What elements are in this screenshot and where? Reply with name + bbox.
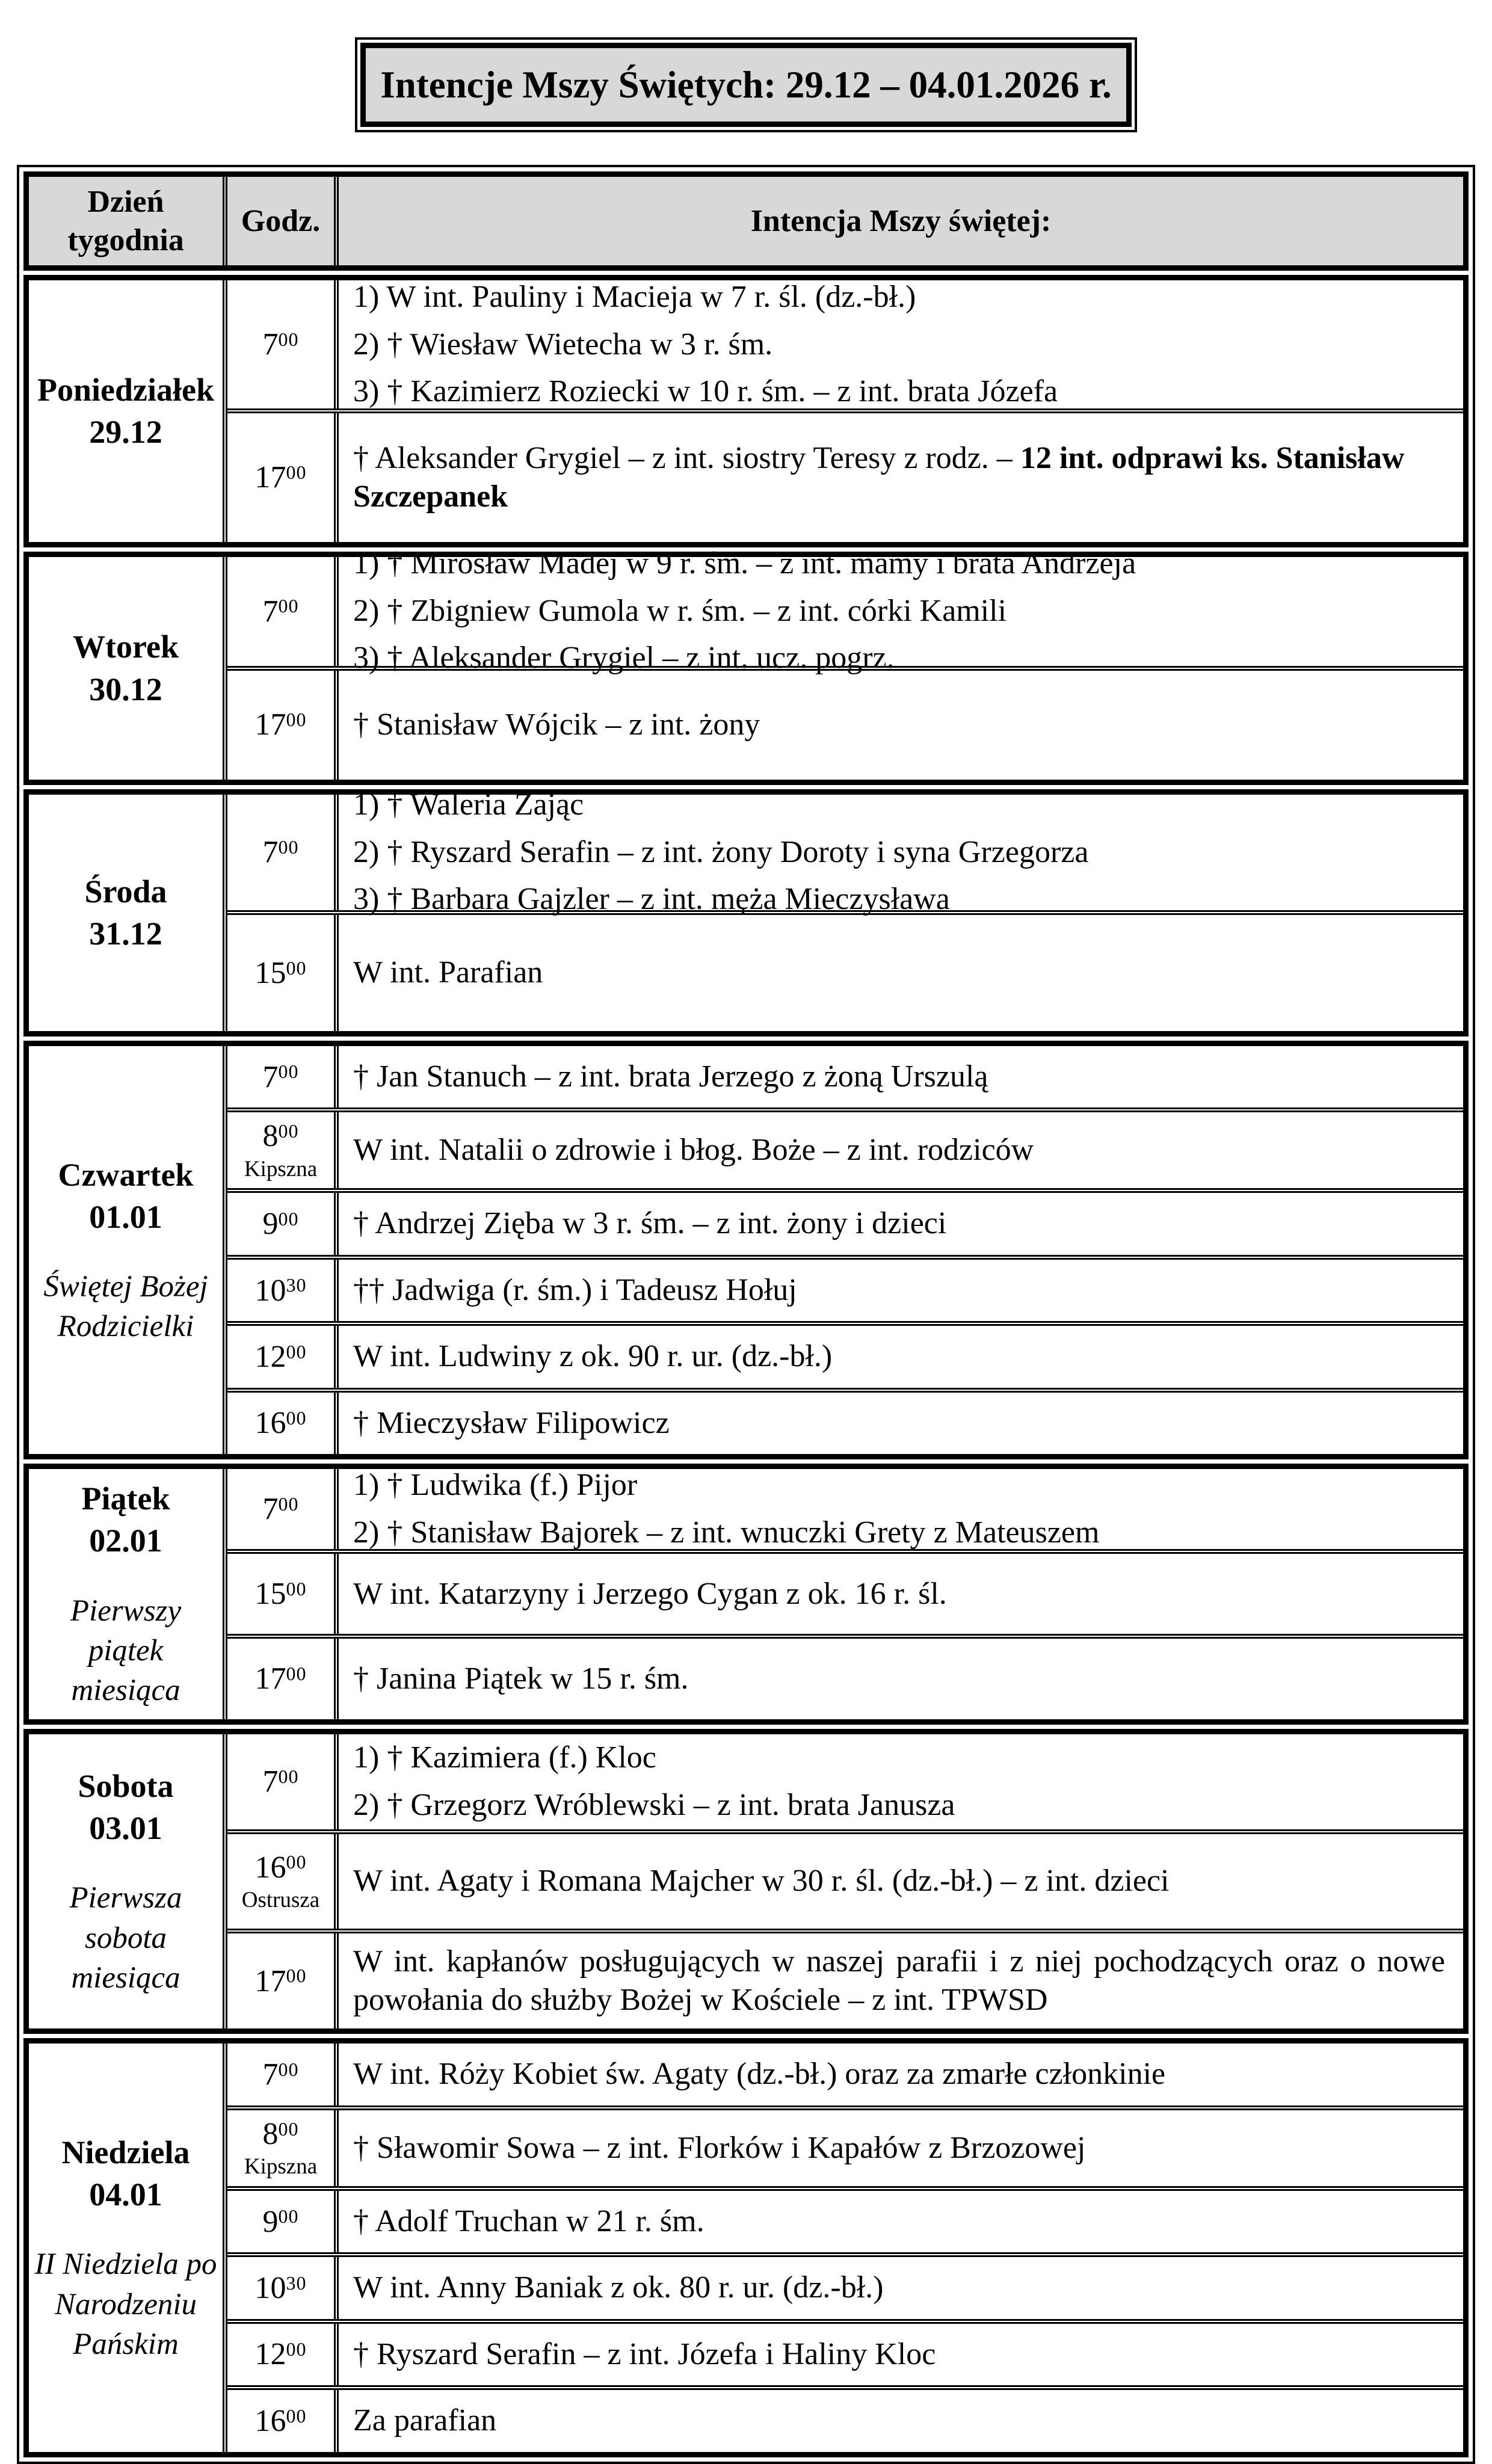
mass-time: $10^{30}$ [254, 1273, 307, 1308]
intention-cell [339, 1260, 1463, 1321]
time-cell [227, 1554, 339, 1634]
day-note: Pierwszy piątek miesiąca [70, 1594, 182, 1708]
mass-row [227, 2044, 1463, 2105]
mass-row [227, 1549, 1463, 1634]
intention-line: 2) † Grzegorz Wróblewski – z int. brata Janusza [353, 1787, 955, 1822]
intention-cell [339, 1046, 1463, 1107]
intention-line: 2) † Wiesław Wietecha w 3 r. śm. [353, 327, 773, 362]
intention-line: 3) † Kazimierz Roziecki w 10 r. śm. – z int. brata Józefa [353, 374, 1058, 409]
intention-cell [339, 1326, 1463, 1387]
intention-line: † Aleksander Grygiel – z int. siostry Teresy z rodz. – 12 int. odprawi ks. Stanisław Szczepanek [353, 440, 1405, 514]
mass-time: $12^{00}$ [254, 2337, 307, 2372]
day-rows [227, 280, 1463, 541]
day-cell [29, 2044, 227, 2451]
time-cell [227, 1834, 339, 1929]
mass-row [227, 280, 1463, 408]
intention-cell [339, 1639, 1463, 1719]
time-cell [227, 1393, 339, 1454]
header-day-line2: tygodnia [67, 223, 184, 257]
mass-time: $9^{00}$ [262, 2204, 299, 2239]
mass-time: $17^{00}$ [254, 707, 307, 742]
time-superscript: 30 [286, 1274, 307, 1296]
header-intention-column: Intencja Mszy świętej: [750, 204, 1052, 239]
mass-time: $15^{00}$ [254, 955, 307, 990]
intention-cell [339, 2191, 1463, 2252]
time-cell [227, 1046, 339, 1107]
mass-row [227, 1321, 1463, 1387]
mass-row [227, 1255, 1463, 1321]
intention-line: W int. Katarzyny i Jerzego Cygan z ok. 16 r. śl. [353, 1576, 947, 1611]
time-superscript: 00 [278, 1061, 299, 1083]
time-cell [227, 2257, 339, 2318]
intention-bold: 12 int. odprawi ks. Stanisław Szczepanek [353, 440, 1405, 514]
day-note: II Niedziela po Narodzeniu Pańskim [34, 2247, 217, 2361]
day-name: Środa [84, 873, 167, 910]
intention-line: † Andrzej Zięba w 3 r. śm. – z int. żony i dzieci [353, 1206, 947, 1241]
intention-line: † Adolf Truchan w 21 r. śm. [353, 2204, 704, 2238]
day-section-friday [23, 1464, 1469, 1724]
day-note: Pierwsza sobota miesiąca [69, 1881, 182, 1995]
time-cell [227, 795, 339, 911]
time-cell [227, 1933, 339, 2028]
title-box [355, 37, 1137, 132]
time-superscript: 00 [278, 2118, 299, 2140]
header-day-line1: Dzień [87, 185, 164, 220]
mass-row [227, 910, 1463, 1031]
day-date: 30.12 [89, 671, 162, 707]
intention-line: W int. Agaty i Romana Majcher w 30 r. śl. (dz.-bł.) – z int. dzieci [353, 1864, 1170, 1899]
mass-row [227, 1829, 1463, 1929]
day-rows [227, 1046, 1463, 1454]
intention-cell [339, 2324, 1463, 2385]
mass-row [227, 408, 1463, 541]
intention-line: W int. Róży Kobiet św. Agaty (dz.-bł.) oraz za zmarłe członkinie [353, 2057, 1166, 2092]
day-date: 01.01 [89, 1198, 162, 1235]
mass-time: $17^{00}$ [254, 460, 307, 495]
day-date: 31.12 [89, 916, 162, 952]
intention-line: † Stanisław Wójcik – z int. żony [353, 707, 760, 742]
mass-row [227, 2105, 1463, 2186]
mass-row [227, 2385, 1463, 2451]
day-section-monday [23, 275, 1469, 547]
mass-row [227, 787, 1463, 917]
day-date: 03.01 [89, 1810, 162, 1847]
intention-line: 1) † Ludwika (f.) Pijor [353, 1468, 638, 1503]
mass-row [227, 666, 1463, 780]
time-superscript: 00 [286, 461, 307, 484]
mass-row [227, 2186, 1463, 2252]
intention-cell [339, 2110, 1463, 2186]
mass-row [227, 1734, 1463, 1829]
day-section-saturday [23, 1729, 1469, 2034]
time-cell [227, 1326, 339, 1387]
time-superscript: 00 [278, 1207, 299, 1230]
day-cell [29, 1469, 227, 1719]
mass-row [227, 1188, 1463, 1254]
intention-line: W int. Anny Baniak z ok. 80 r. ur. (dz.-bł.) [353, 2270, 884, 2305]
mass-time: $7^{00}$ [262, 1492, 299, 1527]
day-rows [227, 2044, 1463, 2451]
intention-line: 2) † Ryszard Serafin – z int. żony Doroty i syna Grzegorza [353, 834, 1089, 869]
time-superscript: 00 [286, 709, 307, 731]
intention-cell [339, 2044, 1463, 2105]
page [0, 37, 1492, 2438]
intention-cell [339, 915, 1463, 1031]
intention-line: 1) † Kazimiera (f.) Kloc [353, 1740, 656, 1775]
mass-table [17, 165, 1475, 2463]
mass-time: $10^{30}$ [254, 2271, 307, 2305]
intention-cell [339, 1469, 1463, 1549]
header-time-column: Godz. [227, 177, 339, 265]
time-superscript: 00 [286, 1965, 307, 1987]
day-cell [29, 1046, 227, 1454]
day-name: Niedziela [61, 2134, 190, 2170]
intention-cell [339, 2390, 1463, 2451]
day-name: Piątek [81, 1480, 170, 1517]
intention-cell [339, 1193, 1463, 1254]
mass-row [227, 1388, 1463, 1454]
time-superscript: 00 [278, 1765, 299, 1787]
time-cell [227, 1734, 339, 1829]
mass-row [227, 1046, 1463, 1107]
table-header [23, 171, 1469, 271]
day-note: Świętej Bożej Rodzicielki [43, 1270, 208, 1344]
mass-row [227, 1107, 1463, 1188]
time-superscript: 00 [286, 2404, 307, 2427]
day-section-thursday [23, 1041, 1469, 1459]
mass-time: $8^{00}$ [262, 2116, 299, 2151]
intention-line: † Jan Stanuch – z int. brata Jerzego z żoną Urszulą [353, 1059, 988, 1094]
intention-line: † Mieczysław Filipowicz [353, 1405, 670, 1440]
time-superscript: 00 [278, 836, 299, 858]
time-superscript: 00 [278, 328, 299, 350]
day-name: Poniedziałek [37, 372, 214, 408]
place-label: Ostrusza [241, 1887, 320, 1912]
time-superscript: 00 [278, 1120, 299, 1142]
time-superscript: 00 [278, 2205, 299, 2228]
time-cell [227, 1112, 339, 1188]
mass-row [227, 546, 1463, 676]
intention-cell [339, 1393, 1463, 1454]
day-section-sunday [23, 2038, 1469, 2457]
day-name: Wtorek [73, 629, 179, 665]
mass-row [227, 1469, 1463, 1549]
day-rows [227, 787, 1463, 1031]
intention-line: W int. Natalii o zdrowie i błog. Boże – z int. rodziców [353, 1133, 1034, 1168]
intention-line: W int. kapłanów posługujących w naszej parafii i z niej pochodzących oraz o nowe powołania do służby Bożej w Kościele – z int. TPWSD [353, 1944, 1445, 2018]
time-cell [227, 1469, 339, 1549]
intention-cell [339, 1834, 1463, 1929]
mass-time: $7^{00}$ [262, 2057, 299, 2092]
intention-cell [339, 1933, 1463, 2028]
time-superscript: 00 [286, 956, 307, 979]
time-cell [227, 2390, 339, 2451]
time-superscript: 00 [278, 595, 299, 617]
intention-line: W int. Ludwiny z ok. 90 r. ur. (dz.-bł.) [353, 1339, 833, 1374]
day-cell [29, 280, 227, 541]
intention-line: 2) † Zbigniew Gumola w r. śm. – z int. córki Kamili [353, 593, 1007, 628]
time-cell [227, 1639, 339, 1719]
day-cell [29, 795, 227, 1031]
time-cell [227, 2044, 339, 2105]
time-superscript: 00 [278, 2058, 299, 2080]
day-rows [227, 1734, 1463, 2029]
day-rows [227, 1469, 1463, 1719]
time-superscript: 00 [286, 1407, 307, 1429]
mass-time: $9^{00}$ [262, 1207, 299, 1242]
mass-time: $7^{00}$ [262, 327, 299, 362]
day-name: Czwartek [58, 1156, 194, 1193]
intention-line: 3) † Aleksander Grygiel – z int. ucz. pogrz. [353, 641, 895, 676]
time-cell [227, 915, 339, 1031]
mass-time: $8^{00}$ [262, 1119, 299, 1154]
intention-line: W int. Parafian [353, 955, 543, 990]
mass-time: $17^{00}$ [254, 1662, 307, 1696]
mass-time: $16^{00}$ [254, 2403, 307, 2438]
place-label: Kipszna [244, 2154, 318, 2179]
mass-time: $16^{00}$ [254, 1850, 307, 1885]
time-superscript: 30 [286, 2272, 307, 2294]
mass-row [227, 1929, 1463, 2028]
mass-time: $7^{00}$ [262, 594, 299, 629]
intention-line: †† Jadwiga (r. śm.) i Tadeusz Hołuj [353, 1272, 797, 1307]
day-date: 29.12 [89, 414, 162, 451]
mass-time: $17^{00}$ [254, 1964, 307, 1998]
intention-cell [339, 671, 1463, 780]
mass-time: $7^{00}$ [262, 835, 299, 870]
page-title: Intencje Mszy Świętych: 29.12 – 04.01.2026 r. [360, 43, 1132, 127]
intention-cell [339, 280, 1463, 408]
mass-time: $7^{00}$ [262, 1059, 299, 1094]
intention-cell [339, 787, 1463, 917]
day-name: Sobota [78, 1767, 174, 1804]
mass-time: $12^{00}$ [254, 1339, 307, 1374]
intention-cell [339, 1734, 1463, 1829]
time-cell [227, 413, 339, 541]
intention-cell [339, 413, 1463, 541]
intention-cell [339, 1112, 1463, 1188]
intention-cell [339, 1554, 1463, 1634]
time-cell [227, 557, 339, 666]
day-section-wednesday [23, 789, 1469, 1036]
time-cell [227, 2191, 339, 2252]
day-section-tuesday [23, 546, 1469, 785]
place-label: Kipszna [244, 1156, 318, 1181]
day-date: 02.01 [89, 1523, 162, 1559]
intention-line: 3) † Barbara Gajzler – z int. męża Mieczysława [353, 882, 950, 917]
intention-cell [339, 2257, 1463, 2318]
day-cell [29, 1734, 227, 2029]
intention-cell [339, 546, 1463, 676]
intention-line: Za parafian [353, 2403, 497, 2438]
intention-line: † Janina Piątek w 15 r. śm. [353, 1661, 689, 1696]
time-superscript: 00 [278, 1492, 299, 1515]
time-cell [227, 2324, 339, 2385]
day-cell [29, 557, 227, 780]
intention-line: 2) † Stanisław Bajorek – z int. wnuczki Grety z Mateuszem [353, 1515, 1100, 1550]
time-superscript: 00 [286, 2338, 307, 2361]
time-cell [227, 2110, 339, 2186]
time-cell [227, 280, 339, 408]
mass-row [227, 2319, 1463, 2385]
mass-row [227, 2252, 1463, 2318]
time-superscript: 00 [286, 1340, 307, 1363]
intention-line: 1) † Mirosław Madej w 9 r. śm. – z int. mamy i brata Andrzeja [353, 546, 1136, 581]
intention-line: † Sławomir Sowa – z int. Florków i Kapałów z Brzozowej [353, 2130, 1086, 2165]
header-day-column [29, 177, 227, 265]
mass-row [227, 1634, 1463, 1719]
time-superscript: 00 [286, 1577, 307, 1600]
time-superscript: 00 [286, 1663, 307, 1685]
day-date: 04.01 [89, 2176, 162, 2213]
mass-time: $7^{00}$ [262, 1764, 299, 1799]
day-rows [227, 546, 1463, 780]
time-cell [227, 1193, 339, 1254]
intention-line: † Ryszard Serafin – z int. Józefa i Haliny Kloc [353, 2336, 936, 2371]
time-superscript: 00 [286, 1851, 307, 1873]
intention-line: 1) W int. Pauliny i Macieja w 7 r. śl. (dz.-bł.) [353, 280, 916, 315]
mass-time: $16^{00}$ [254, 1406, 307, 1441]
mass-time: $15^{00}$ [254, 1577, 307, 1612]
time-cell [227, 671, 339, 780]
intention-line: 1) † Waleria Zając [353, 787, 584, 822]
time-cell [227, 1260, 339, 1321]
